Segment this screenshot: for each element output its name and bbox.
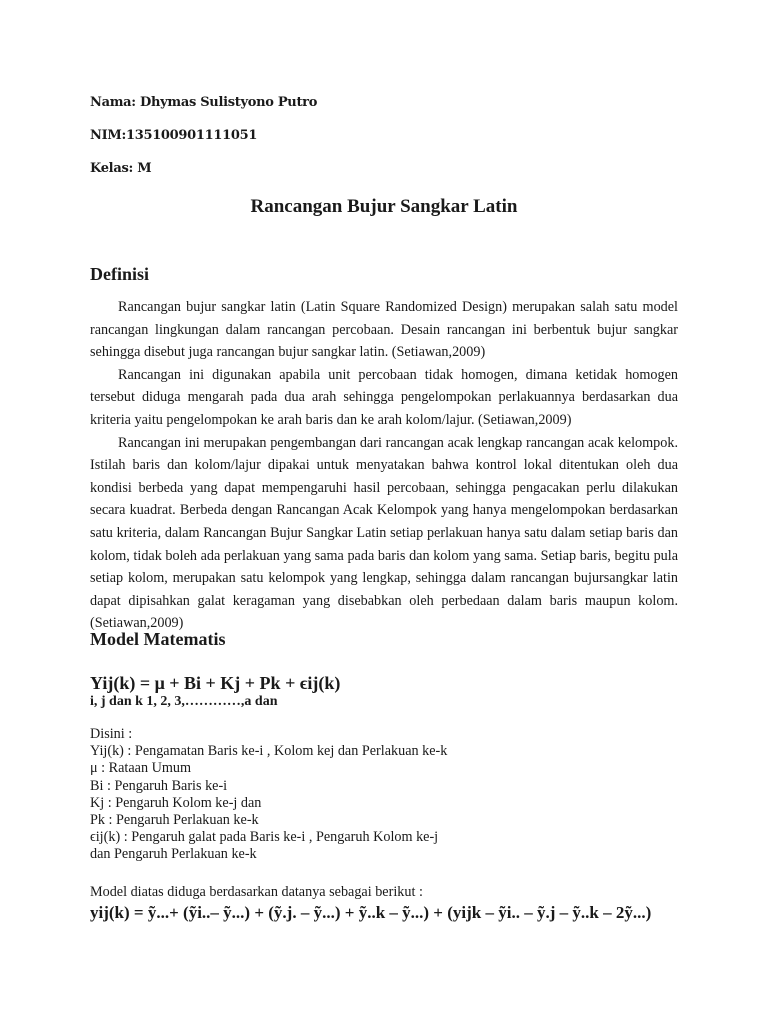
index-range: i, j dan k 1, 2, 3,…………,a dan xyxy=(90,694,278,709)
document-title: Rancangan Bujur Sangkar Latin xyxy=(250,196,518,217)
definisi-paragraph-3: Rancangan ini merupakan pengembangan dari rancangan acak lengkap rancangan acak kelompok. Istilah baris dan kolom/lajur dipakai untuk menyatakan bahwa kontrol lokal ditentukan oleh dua kondisi berbeda yang dapat mempengaruhi hasil percobaan, sehingga pengacakan perlu dilakukan secara kuadrat. Berbeda dengan Rancangan Acak Kelompok yang hanya mengelompokan berdasarkan satu kriteria, dalam Rancangan Bujur Sangkar Latin setiap perlakuan hanya satu dalam setiap baris dan kolom, tidak boleh ada perlakuan yang sama pada baris dan kolom yang sama. Setiap baris, begitu pula setiap kolom, merupakan satu kelompok yang lengkap, sehingga dalam rancangan bujursangkar latin dapat dipisahkan galat keragaman yang disebabkan oleh perbedaan dalam baris maupun kolom. (Setiawan,2009) xyxy=(90,434,678,632)
legend-item: μ : Rataan Umum xyxy=(90,760,191,777)
legend-item: Bi : Pengaruh Baris ke-i xyxy=(90,777,228,794)
student-nim: NIM:135100901111051 xyxy=(90,128,258,143)
estimate-intro: Model diatas diduga berdasarkan datanya sebagai berikut : xyxy=(90,884,423,900)
legend-intro: Disini : xyxy=(90,726,133,742)
section-heading-model: Model Matematis xyxy=(90,629,226,649)
estimate-formula: yij(k) = ỹ...+ (ỹi..– ỹ...) + (ỹ.j. – ỹ...) + ỹ..k – ỹ...) + (yijk – ỹi.. – ỹ.j – ỹ..k – 2ỹ...) xyxy=(90,903,652,922)
student-name: Nama: Dhymas Sulistyono Putro xyxy=(90,95,318,110)
section-heading-definisi: Definisi xyxy=(90,264,150,284)
legend-item: ϵij(k) : Pengaruh galat pada Baris ke-i , Pengaruh Kolom ke-j xyxy=(90,829,439,846)
student-class: Kelas: M xyxy=(90,161,152,176)
definisi-paragraph-2: Rancangan ini digunakan apabila unit percobaan tidak homogen, dimana ketidak homogen tersebut diduga mengarah pada dua arah sehingga pengelompokan perlakuannya berdasarkan dua kriteria yaitu pengelompokan ke arah baris dan ke arah kolom/lajur. (Setiawan,2009) xyxy=(90,366,678,428)
model-formula: Yij(k) = μ + Bi + Kj + Pk + ϵij(k) xyxy=(90,673,341,693)
legend-item: Yij(k) : Pengamatan Baris ke-i , Kolom kej dan Perlakuan ke-k xyxy=(90,743,448,760)
definisi-body xyxy=(90,296,678,635)
formula-legend xyxy=(90,726,447,864)
legend-item: Kj : Pengaruh Kolom ke-j dan xyxy=(90,794,262,811)
legend-item: Pk : Pengaruh Perlakuan ke-k xyxy=(90,812,259,829)
definisi-paragraph-1: Rancangan bujur sangkar latin (Latin Square Randomized Design) merupakan salah satu model rancangan lingkungan dalam rancangan percobaan. Desain rancangan ini berbentuk bujur sangkar sehingga disebut juga rancangan bujur sangkar latin. (Setiawan,2009) xyxy=(90,299,678,361)
legend-item: dan Pengaruh Perlakuan ke-k xyxy=(90,846,257,863)
